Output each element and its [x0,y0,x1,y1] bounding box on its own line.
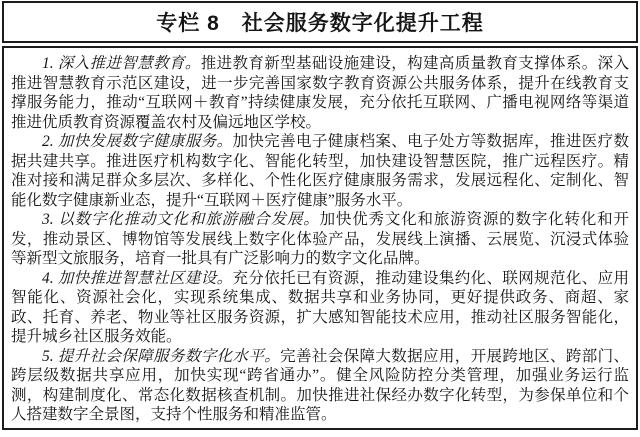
paragraph-3-body: 加快优秀文化和旅游资源的数字化转化和开发，推动景区、博物馆等发展线上数字化体验产品，发展线上演播、云展览、沉浸式体验等新型文旅服务，培育一批具有广泛影响力的数字文化品牌。 [11,211,629,267]
panel-title-box [2,1,638,43]
paragraph-5-body: 完善社会保障大数据应用，开展跨地区、跨部门、跨层级数据共享应用，加快实现“跨省通办”。健全风险防控分类管理，加强业务运行监测，构建制度化、常态化数据核查机制。加快推进社保经办数字化转型，为参保单位和个人搭建数字全景图，支持个性服务和精准监管。 [11,347,629,423]
paragraph-4-body: 充分依托已有资源，推动建设集约化、联网规范化、应用智能化、资源社会化，实现系统集成、数据共享和业务协同，更好提供政务、商超、家政、托育、养老、物业等社区服务资源，扩大感知智能技术应用，推动社区服务智能化，提升城乡社区服务效能。 [11,269,629,345]
paragraph-1 [11,54,629,132]
panel-title: 专栏 8 社会服务数字化提升工程 [156,12,484,35]
paragraph-1-lead: 1. 深入推进智慧教育。 [42,55,201,72]
paragraph-1-body: 推进教育新型基础设施建设，构建高质量教育支撑体系。深入推进智慧教育示范区建设，进一步完善国家数字教育资源公共服务体系，提升在线教育支撑服务能力，推动“互联网＋教育”持续健康发展，充分依托互联网、广播电视网络等渠道推进优质教育资源覆盖农村及偏远地区学校。 [11,55,629,131]
paragraph-2-lead: 2. 加快发展数字健康服务。 [42,133,233,150]
paragraph-4 [11,269,629,347]
paragraph-4-lead: 4. 加快推进智慧社区建设。 [42,269,233,287]
panel-body-box [2,46,638,430]
paragraph-5 [11,347,629,425]
paragraph-3 [11,210,629,269]
paragraph-2-body: 加快完善电子健康档案、电子处方等数据库，推进医疗数据共建共享。推进医疗机构数字化、智能化转型，加快建设智慧医院，推广远程医疗。精准对接和满足群众多层次、多样化、个性化医疗健康服务需求，发展远程化、定制化、智能化数字健康新业态，提升“互联网＋医疗健康”服务水平。 [11,133,629,209]
paragraph-2 [11,132,629,210]
paragraph-5-lead: 5. 提升社会保障服务数字化水平。 [42,347,281,365]
paragraph-3-lead: 3. 以数字化推动文化和旅游融合发展。 [42,211,320,228]
